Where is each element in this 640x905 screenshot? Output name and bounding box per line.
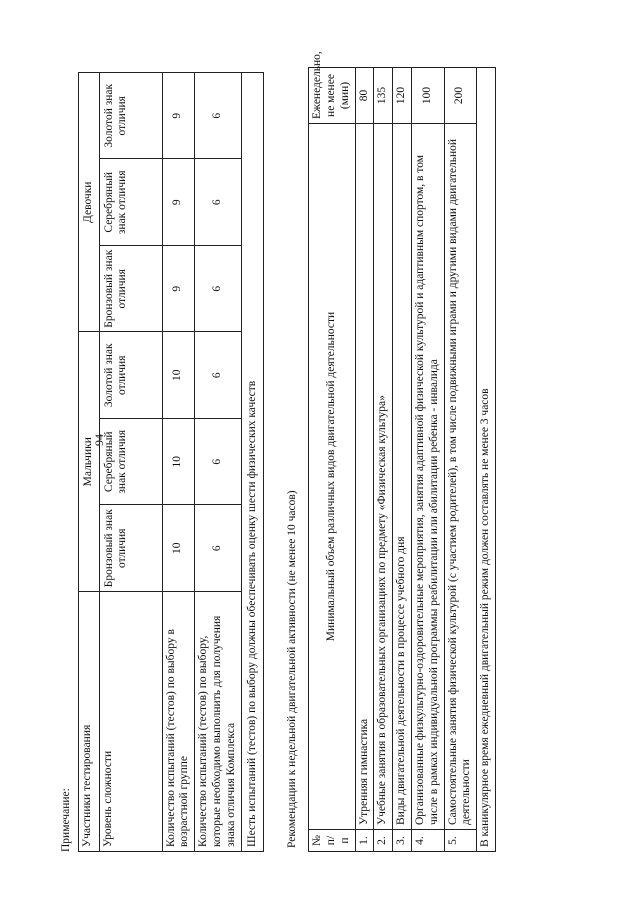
cell-value: 10 xyxy=(162,419,195,506)
cell-value: 10 xyxy=(162,332,195,419)
activity-table xyxy=(308,51,496,852)
badge-header: Серебряный знак отличия xyxy=(99,419,162,506)
badge-header: Бронзовый знак отличия xyxy=(99,505,162,592)
row-text: Учебные занятия в образовательных организациях по предмету «Физическая культура» xyxy=(374,124,393,830)
recommendations-title: Рекомендации к недельной двигательной активности (не менее 10 часов) xyxy=(286,490,299,848)
row-value: 80 xyxy=(355,68,374,124)
row-text: Самостоятельные занятия физической культурой (с участием родителей), в том числе подвижными играми и другими видами двигательной деятельности xyxy=(444,124,477,830)
rotated-page-content xyxy=(60,40,496,860)
badge-header: Бронзовый знак отличия xyxy=(99,246,162,333)
cell-value: 6 xyxy=(195,159,241,246)
row-num: 3. xyxy=(393,830,412,852)
boys-header: Мальчики xyxy=(78,332,99,592)
page-number: 94 xyxy=(92,434,106,446)
row-text: Виды двигательной деятельности в процессе учебного дня xyxy=(393,124,412,830)
header-num: № п/п xyxy=(309,830,355,852)
row-label: Количество испытаний (тестов) по выбору, которые необходимо выполнить для получения знака отличия Комплекса xyxy=(195,592,241,852)
badge-header: Золотой знак отличия xyxy=(99,73,162,160)
header-activity: Минимальный объем различных видов двигательной деятельности xyxy=(309,124,355,830)
table-row xyxy=(393,68,412,852)
row-num: 1. xyxy=(355,830,374,852)
girls-header: Девочки xyxy=(78,73,99,333)
cell-value: 6 xyxy=(195,73,241,160)
cell-value: 6 xyxy=(195,505,241,592)
row-label: Количество испытаний (тестов) по выбору в возрастной группе xyxy=(162,592,195,852)
table-row xyxy=(162,73,195,852)
table-footer: Шесть испытаний (тестов) по выбору должны обеспечивать оценку шести физических качеств xyxy=(241,73,264,852)
row-value: 200 xyxy=(444,68,477,124)
row-num: 4. xyxy=(411,830,444,852)
header-weekly: Еженедельно, не менее (мин) xyxy=(309,68,355,124)
table-row xyxy=(444,68,477,852)
table-footer: В каникулярное время ежедневный двигательный режим должен составлять не менее 3 часов xyxy=(477,68,496,852)
row-value: 135 xyxy=(374,68,393,124)
cell-value: 9 xyxy=(162,73,195,160)
row-value: 100 xyxy=(411,68,444,124)
participants-label: Участники тестирования xyxy=(78,592,99,852)
table-row xyxy=(355,68,374,852)
cell-value: 9 xyxy=(162,246,195,333)
cell-value: 6 xyxy=(195,419,241,506)
table-row xyxy=(195,73,241,852)
row-num: 5. xyxy=(444,830,477,852)
cell-value: 9 xyxy=(162,159,195,246)
row-num: 2. xyxy=(374,830,393,852)
note-label: Примечание: xyxy=(60,788,72,852)
table-row xyxy=(411,68,444,852)
row-value: 120 xyxy=(393,68,412,124)
table-row xyxy=(374,68,393,852)
cell-value: 6 xyxy=(195,332,241,419)
badge-header: Серебряный знак отличия xyxy=(99,159,162,246)
cell-value: 10 xyxy=(162,505,195,592)
badge-tests-table xyxy=(78,72,265,852)
badge-header: Золотой знак отличия xyxy=(99,332,162,419)
cell-value: 6 xyxy=(195,246,241,333)
row-text: Организованные физкультурно-оздоровительные мероприятия, занятия адаптивной физической культурой и адаптивным спортом, в том числе в рамках индивидуальной программы реабилитации или абилитации ребенка - инвалида xyxy=(411,124,444,830)
difficulty-label: Уровень сложности xyxy=(99,592,162,852)
row-text: Утренняя гимнастика xyxy=(355,124,374,830)
